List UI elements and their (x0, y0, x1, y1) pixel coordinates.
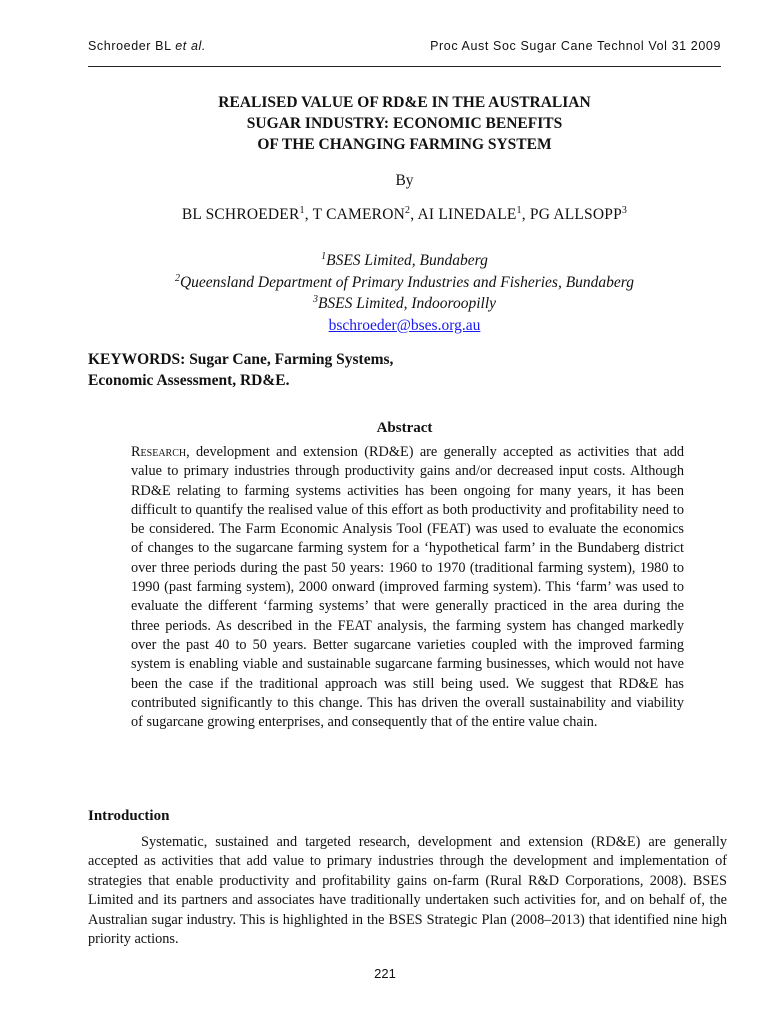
author-sup: 1 (516, 204, 522, 216)
introduction-heading: Introduction (88, 808, 170, 824)
affiliation-sup: 1 (321, 250, 327, 262)
keywords-line: Economic Assessment, RD&E. (88, 372, 290, 389)
header-etal: et al. (175, 39, 206, 53)
author-list: BL SCHROEDER$^1$, T CAMERON$^2$, AI LINEDALE$^1$, PG ALLSOPP$^3$ (181, 204, 628, 223)
page-number: 221 (374, 966, 396, 981)
author-sup: 2 (404, 204, 411, 216)
affiliation-sup: 3 (312, 293, 318, 305)
author-sup: 1 (299, 204, 305, 216)
affiliation-text: BSES Limited, Bundaberg (326, 252, 488, 269)
affiliations (88, 250, 721, 336)
author-sup: 3 (621, 204, 628, 216)
abstract-heading: Abstract (376, 420, 433, 436)
affiliation-sup: 2 (174, 272, 180, 284)
affiliation (88, 293, 721, 315)
keywords (88, 349, 721, 391)
running-header (88, 39, 721, 53)
abstract-text: , development and extension (RD&E) are generally accepted as activities that add value to primary industries through productivity gains and/or decreased input costs. Although RD&E relating to farming systems activities has been ongoing for many years, it has been difficult to quantify the realised value of this effort as both productivity and profitability need to be considered. The Farm Economic Analysis Tool (FEAT) was used to evaluate the economics of changes to the sugarcane farming system for a ‘hypothetical farm’ in the Bundaberg district over three periods during the past 50 years: 1960 to 1970 (traditional farming system), 1980 to 1990 (past farming system), 2000 onward (improved farming system). This ‘farm’ was used to evaluate the different ‘farming systems’ that were generally practiced in the area during the three periods. As described in the FEAT analysis, the farming system has changed markedly over the past 40 to 50 years. Better sugarcane varieties coupled with the improved farming system is enabling viable and sustainable sugarcane farming businesses, which would not have been the case if the traditional approach was still being used. We suggest that RD&E has contributed significantly to this change. This has driven the overall sustainability and viability of sugarcane growing enterprises, and consequently that of the entire value chain. (131, 444, 684, 731)
header-rule (88, 66, 721, 67)
header-author: Schroeder BL (88, 39, 172, 53)
author-name: PG ALLSOPP (529, 206, 622, 223)
title-line: OF THE CHANGING FARMING SYSTEM (257, 136, 552, 153)
affiliation (88, 250, 721, 272)
affiliation (88, 272, 721, 294)
abstract-body (131, 443, 684, 732)
email-line (88, 315, 721, 337)
keywords-line: KEYWORDS: Sugar Cane, Farming Systems, (88, 351, 394, 368)
paper-title (88, 92, 721, 155)
affiliation-text: Queensland Department of Primary Industries and Fisheries, Bundaberg (179, 273, 635, 291)
header-left (88, 39, 206, 53)
abstract-first-word: Research (131, 444, 187, 460)
author-name: AI LINEDALE (417, 206, 517, 223)
title-line: SUGAR INDUSTRY: ECONOMIC BENEFITS (246, 115, 563, 132)
introduction-body: Systematic, sustained and targeted research, development and extension (RD&E) are generally accepted as activities that add value to primary industries through the development and implementation of strategies that enable productivity and profitability gains on-farm (Rural R&D Corporations, 2008). BSES Limited and its partners and associates have traditionally undertaken such activities for, and on behalf of, the Australian sugar industry. This is highlighted in the BSES Strategic Plan (2008–2013) that identified nine high priority actions. (88, 834, 727, 948)
header-journal: Proc Aust Soc Sugar Cane Technol Vol 31 2009 (430, 39, 721, 53)
author-name: BL SCHROEDER (181, 206, 300, 223)
by-line: By (395, 172, 414, 189)
affiliation-text: BSES Limited, Indooroopilly (317, 295, 497, 312)
title-line: REALISED VALUE OF RD&E IN THE AUSTRALIAN (218, 94, 591, 111)
author-name: T CAMERON (312, 206, 405, 223)
email-link[interactable]: bschroeder@bses.org.au (328, 316, 481, 334)
